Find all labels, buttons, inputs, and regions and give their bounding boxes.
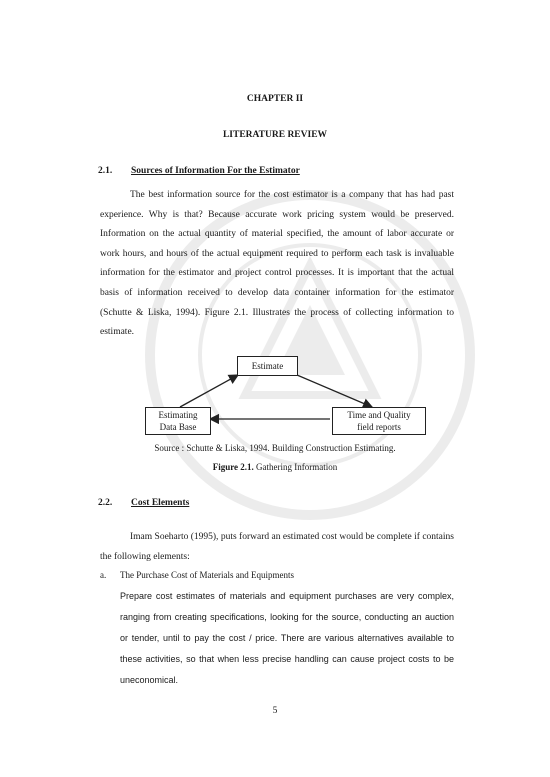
list-text: Prepare cost estimates of materials and equipment purchases are very complex, ranging from creating specifications, looking for the source, conducting an auction or tender, until to pay the cost / price. There are various alternatives available to these activities, so that when less precise handling can cause project costs to be uneconomical. — [120, 591, 454, 685]
section-title: Sources of Information For the Estimator — [131, 166, 300, 176]
node-right-line1: Time and Quality — [347, 410, 411, 420]
section-number: 2.1. — [98, 166, 113, 176]
node-estimating-database — [145, 407, 211, 435]
chapter-title: LITERATURE REVIEW — [222, 130, 328, 140]
list-item-description — [120, 586, 454, 691]
figure-caption — [0, 462, 550, 472]
section-title: Cost Elements — [131, 498, 190, 508]
node-estimate — [237, 356, 298, 376]
list-marker: a. — [100, 570, 107, 580]
node-right-line2: field reports — [357, 422, 401, 432]
page-number: 5 — [272, 706, 278, 716]
figure-source: Source : Schutte & Liska, 1994. Building Construction Estimating. — [154, 443, 396, 453]
list-label: The Purchase Cost of Materials and Equipments — [120, 570, 294, 580]
list-item — [100, 570, 454, 584]
node-time-quality-reports — [332, 407, 426, 435]
section-heading-2-2 — [0, 498, 550, 512]
section-number: 2.2. — [98, 498, 113, 508]
node-estimate-label: Estimate — [251, 361, 284, 371]
arrow-database-to-estimate — [180, 375, 238, 407]
node-left-line2: Data Base — [159, 422, 197, 432]
arrow-estimate-to-reports — [297, 375, 372, 407]
section-2-intro — [100, 528, 454, 567]
figure-caption-text: Gathering Information — [253, 462, 338, 472]
paragraph-text: The best information source for the cost estimator is a company that has had past experience. Why is that? Because accurate work pricing system would be preserved. Information on the actual quantity of material specified, the amount of labor accurate or work hours, and hours of the actual equipment required to perform each task is invaluable information for the estimator and project control processes. It is important that the actual basis of information received to develop data container information for the estimator (Schutte & Liska, 1994). Figure 2.1. Illustrates the process of collecting information to estimate. — [100, 190, 454, 338]
node-left-line1: Estimating — [158, 410, 198, 420]
chapter-label: CHAPTER II — [246, 94, 304, 104]
intro-text: Imam Soeharto (1995), puts forward an estimated cost would be complete if contains the following elements: — [100, 532, 454, 562]
figure-caption-label: Figure 2.1. — [212, 462, 254, 472]
